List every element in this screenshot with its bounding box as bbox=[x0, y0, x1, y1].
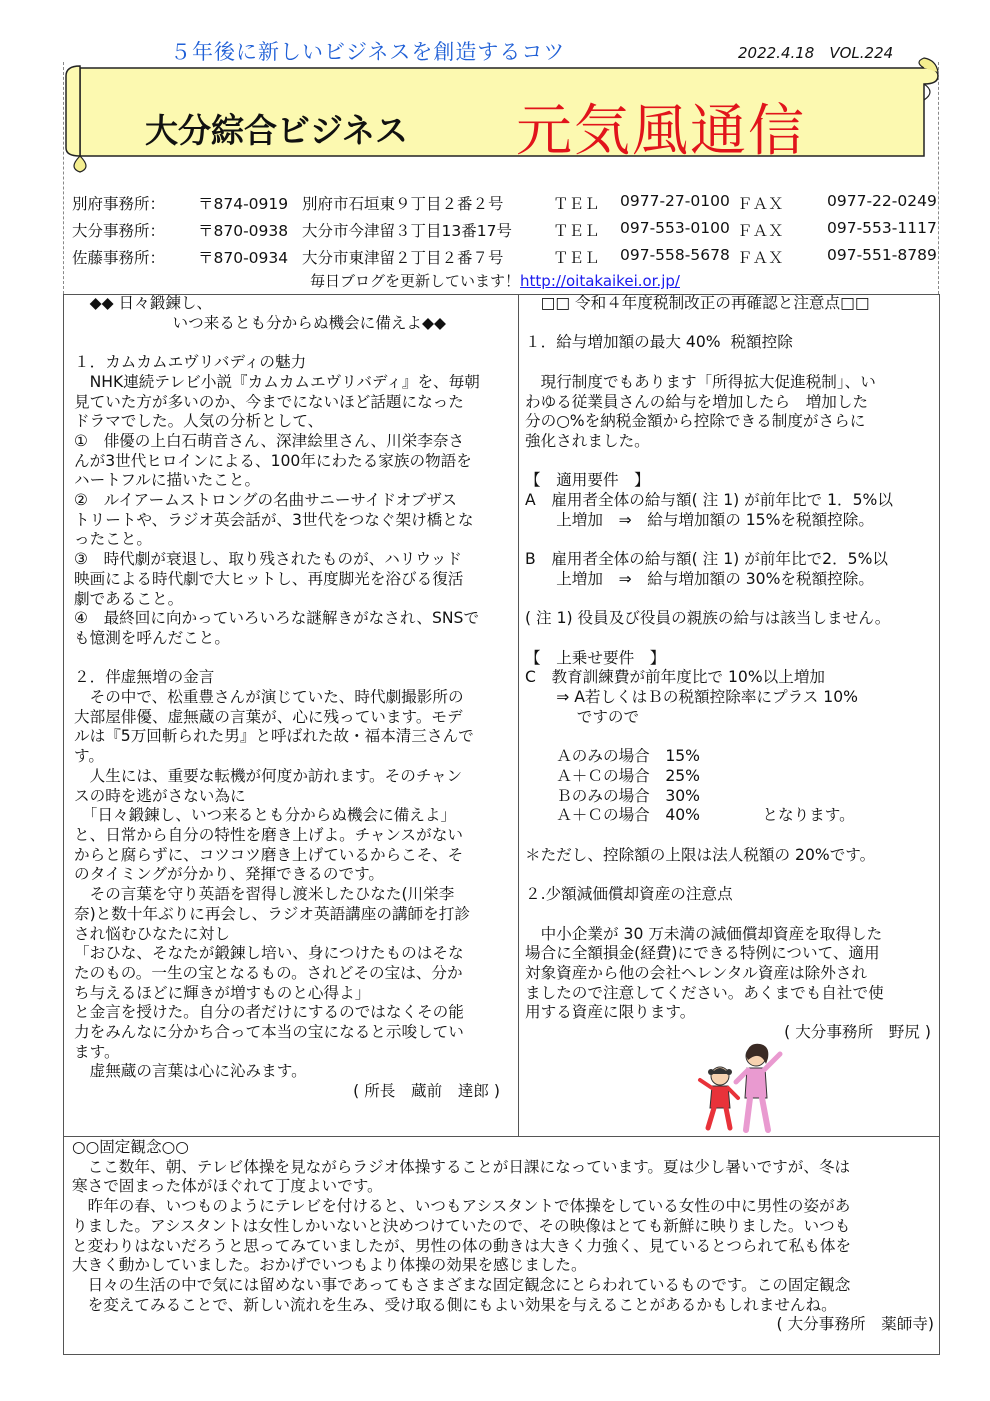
left-article-line: ハートフルに描いたこと。 bbox=[74, 471, 261, 490]
tel-label: ＴＥＬ bbox=[553, 195, 600, 213]
office-fax: 0977-22-0249 bbox=[827, 192, 937, 210]
right-article-line bbox=[525, 314, 937, 334]
right-article-line: 【 上乗せ要件 】 bbox=[525, 648, 666, 667]
left-article-line: ドラマでした。人気の分析として、 bbox=[74, 412, 324, 431]
office-fax: 097-551-8789 bbox=[827, 246, 937, 264]
left-article-line: と金言を授けた。自分の者だけにするのではなくその能 bbox=[74, 1003, 464, 1022]
left-article-line: ったこと。 bbox=[74, 530, 152, 549]
right-article-line: □□ 令和４年度税制改正の再確認と注意点□□ bbox=[525, 294, 870, 312]
right-article-line bbox=[525, 727, 937, 747]
right-article-line: 場合に全額損金(経費)にできる特例について、適用 bbox=[525, 944, 880, 963]
left-article-line: す。 bbox=[74, 747, 104, 766]
right-article-line: A 雇用者全体の給与額( 注 1) が前年比で 1．5%以 bbox=[525, 491, 893, 510]
office-address: 別府市石垣東９丁目２番２号 bbox=[302, 195, 504, 213]
newsletter-title: 元気風通信 bbox=[516, 99, 806, 164]
office-tel[interactable]: 0977-27-0100 bbox=[620, 192, 730, 210]
left-article-line: ④ 最終回に向かっていろいろな謎解きがなされ、SNSで bbox=[74, 609, 480, 628]
right-article-line: 上増加 ⇒ 給与増加額の 15%を税額控除。 bbox=[525, 510, 874, 529]
right-article-line: B 雇用者全体の給与額( 注 1) が前年比で2．5%以 bbox=[525, 550, 889, 569]
right-article-line: 上増加 ⇒ 給与増加額の 30%を税額控除。 bbox=[525, 569, 874, 588]
right-article-line: １．給与増加額の最大 40% 税額控除 bbox=[525, 333, 793, 352]
right-article-line bbox=[525, 826, 937, 846]
right-article-line bbox=[525, 452, 937, 472]
left-article-line: ２．伴虚無増の金言 bbox=[74, 668, 215, 687]
left-article-line: スの時を逃がさない為に bbox=[74, 786, 246, 805]
office-address: 大分市東津留２丁目２番７号 bbox=[302, 249, 504, 267]
right-article-line: ( 注 1) 役員及び役員の親族の給与は該当しません。 bbox=[525, 609, 891, 628]
left-article-line: んが3世代ヒロインによる、100年にわたる家族の物語を bbox=[74, 451, 472, 470]
bottom-article-line: 寒さで固まった体がほぐれて丁度よいです。 bbox=[72, 1177, 383, 1196]
left-article-line: その言葉を守り英語を習得し渡米したひなた(川栄李 bbox=[74, 885, 455, 904]
left-article-line: ます。 bbox=[74, 1042, 120, 1061]
left-article-line: され悩むひなたに対し bbox=[74, 924, 230, 943]
right-article-line: ２.少額減価償却資産の注意点 bbox=[525, 885, 733, 904]
right-article-body bbox=[525, 294, 937, 1023]
left-article-line: 人生には、重要な転機が何度か訪れます。そのチャン bbox=[74, 766, 463, 785]
bottom-article-line: 大きく動かしていました。おかげでいつもより体操の効果を感じました。 bbox=[72, 1256, 587, 1275]
tagline: ５年後に新しいビジネスを創造するコツ bbox=[170, 40, 566, 64]
bottom-article-line: と変わりはないだろうと思ってみていましたが、男性の体の動きは大きく力強く、見ているとつられて私も体を bbox=[72, 1236, 852, 1255]
issue-info: 2022.4.18 VOL.224 bbox=[738, 44, 894, 62]
left-article-line: 「おひな、そなたが鍛錬し培い、身につけたものはそな bbox=[74, 944, 464, 963]
right-signature: ( 大分事務所 野尻 ) bbox=[784, 1023, 931, 1042]
office-tel[interactable]: 097-553-0100 bbox=[620, 219, 730, 237]
right-article-line: 用する資産に限ります。 bbox=[525, 1003, 696, 1022]
right-article-line: ですので bbox=[525, 707, 640, 726]
right-article-line: Ｂのみの場合 30% bbox=[525, 786, 701, 805]
header-left-rule bbox=[63, 62, 64, 294]
bottom-article-line: 昨年の春、いつものようにテレビを付けると、いつもアシスタントで体操をしている女性の中に男性の姿があ bbox=[72, 1197, 851, 1216]
right-article-line: 中小企業が 30 万未満の減価償却資産を取得した bbox=[525, 924, 883, 943]
right-article bbox=[525, 294, 937, 1043]
right-article-line: 分の○%を納税金額から控除できる制度がさらに bbox=[525, 412, 866, 431]
fax-label: ＦＡＸ bbox=[737, 222, 784, 240]
left-article-line: たのもの。一生の宝となるもの。されどその宝は、分か bbox=[74, 963, 463, 982]
left-signature: ( 所長 蔵前 達郎 ) bbox=[353, 1082, 500, 1101]
right-article-line: ましたので注意してください。あくまでも自社で使 bbox=[525, 983, 884, 1002]
right-article-line bbox=[525, 590, 937, 610]
bottom-signature: ( 大分事務所 薬師寺) bbox=[776, 1315, 934, 1334]
blog-text: 毎日ブログを更新しています！ bbox=[310, 272, 521, 290]
left-article-line: ② ルイアームストロングの名曲サニーサイドオブザス bbox=[74, 491, 457, 510]
right-article-line bbox=[525, 530, 937, 550]
left-article-line: いつ来るとも分からぬ機会に備えよ◆◆ bbox=[74, 313, 447, 332]
column-divider bbox=[518, 294, 519, 1137]
blog-notice bbox=[0, 270, 990, 291]
left-article-line: 映画による時代劇で大ヒットし、再度脚光を浴びる復活 bbox=[74, 569, 464, 588]
left-article-line: 「日々鍛錬し、いつ来るとも分からぬ機会に備えよ」 bbox=[74, 806, 457, 825]
tel-label: ＴＥＬ bbox=[553, 222, 600, 240]
office-name: 大分事務所： bbox=[72, 222, 166, 240]
bottom-article-line: ○○固定観念○○ bbox=[72, 1138, 189, 1156]
left-article-line: ◆◆ 日々鍛錬し、 bbox=[74, 294, 213, 312]
company-name: 大分綜合ビジネス bbox=[145, 111, 409, 150]
left-article-line: 奈)と数十年ぶりに再会し、ラジオ英語講座の講師を打診 bbox=[74, 904, 470, 923]
left-article-line: ち与えるほどに輝きが増すものと心得よ」 bbox=[74, 983, 371, 1002]
bottom-article-line: りました。アシスタントは女性しかいないと決めつけていたので、その映像はとても新鮮に映りました。いつも bbox=[72, 1216, 851, 1235]
right-article-line: 【 適用要件 】 bbox=[525, 471, 650, 490]
left-article bbox=[74, 294, 514, 1102]
right-article-line: 強化されました。 bbox=[525, 431, 650, 450]
left-article-line bbox=[74, 333, 514, 353]
left-article-line bbox=[74, 649, 514, 669]
left-article-line: 劇であること。 bbox=[74, 589, 184, 608]
right-article-line: Ａのみの場合 15% bbox=[525, 747, 701, 766]
office-postal: 〒874-0919 bbox=[198, 195, 289, 213]
left-article-line: １．カムカムエヴリバディの魅力 bbox=[74, 353, 307, 372]
right-article-line bbox=[525, 905, 937, 925]
left-article-line: からと腐らずに、コツコツ磨き上げているからこそ、そ bbox=[74, 845, 464, 864]
left-article-line: NHK連続テレビ小説『カムカムエヴリバディ』を、毎朝 bbox=[74, 372, 480, 391]
office-postal: 〒870-0938 bbox=[198, 222, 289, 240]
right-article-line: C 教育訓練費が前年度比で 10%以上増加 bbox=[525, 668, 826, 687]
bottom-article-line: ここ数年、朝、テレビ体操を見ながらラジオ体操することが日課になっています。夏は少し暑いですが、冬は bbox=[72, 1157, 851, 1176]
right-article-line bbox=[525, 629, 937, 649]
office-postal: 〒870-0934 bbox=[198, 249, 289, 267]
left-article-line: ① 俳優の上白石萌音さん、深津絵里さん、川栄李奈さ bbox=[74, 431, 465, 450]
left-article-line: その中で、松重豊さんが演じていた、時代劇撮影所の bbox=[74, 688, 464, 707]
bottom-article-body bbox=[72, 1138, 938, 1315]
bottom-article-line: を変えてみることで、新しい流れを生み、受け取る側にもよい効果を与えることがあるかもしれませんね。 bbox=[72, 1295, 837, 1314]
office-fax: 097-553-1117 bbox=[827, 219, 937, 237]
left-article-line: と、日常から自分の特性を磨き上げよ。チャンスがない bbox=[74, 825, 463, 844]
left-article-line: 大部屋俳優、虚無蔵の言葉が、心に残っています。モデ bbox=[74, 707, 463, 726]
left-article-line: のタイミングが分かり、発揮できるのです。 bbox=[74, 865, 385, 884]
left-article-body bbox=[74, 294, 514, 1082]
office-tel[interactable]: 097-558-5678 bbox=[620, 246, 730, 264]
right-article-line bbox=[525, 353, 937, 373]
office-name: 別府事務所： bbox=[72, 195, 166, 213]
left-article-line: 虚無蔵の言葉は心に沁みます。 bbox=[74, 1062, 307, 1081]
left-article-line: ③ 時代劇が衰退し、取り残されたものが、ハリウッド bbox=[74, 550, 462, 569]
right-article-line: ⇒ A若しくはＢの税額控除率にプラス 10% bbox=[525, 688, 858, 707]
bottom-article bbox=[72, 1138, 938, 1335]
left-article-line: ルは『5万回斬られた男』と呼ばれた故・福本清三さんで bbox=[74, 727, 474, 746]
exercise-illustration bbox=[690, 1042, 790, 1134]
right-article-line: ＊ただし、控除額の上限は法人税額の 20%です。 bbox=[525, 845, 876, 864]
office-address: 大分市今津留３丁目13番17号 bbox=[302, 222, 512, 240]
right-article-line: わゆる従業員さんの給与を増加したら 増加した bbox=[525, 392, 869, 411]
fax-label: ＦＡＸ bbox=[737, 249, 784, 267]
fax-label: ＦＡＸ bbox=[737, 195, 784, 213]
right-article-line: 対象資産から他の会社へレンタル資産は除外され bbox=[525, 963, 868, 982]
header-right-rule bbox=[938, 62, 939, 294]
left-article-line: 力をみんなに分かち合って本当の宝になると示唆してい bbox=[74, 1023, 464, 1042]
left-article-line: 見ていた方が多いのか、今までにないほど話題になった bbox=[74, 392, 464, 411]
bottom-article-line: 日々の生活の中で気には留めない事であってもさまざまな固定観念にとらわれているものです。この固定観念 bbox=[72, 1275, 851, 1294]
blog-link[interactable]: http://oitakaikei.or.jp/ bbox=[520, 272, 680, 290]
right-article-line: 現行制度でもあります「所得拡大促進税制」、い bbox=[525, 372, 876, 391]
right-article-line bbox=[525, 865, 937, 885]
tel-label: ＴＥＬ bbox=[553, 249, 600, 267]
left-article-line: トリートや、ラジオ英会話が、3世代をつなぐ架け橋とな bbox=[74, 510, 474, 529]
right-article-line: Ａ＋Ｃの場合 40% となります。 bbox=[525, 806, 855, 825]
left-article-line: も憶測を呼んだこと。 bbox=[74, 628, 230, 647]
right-article-line: Ａ＋Ｃの場合 25% bbox=[525, 766, 701, 785]
office-name: 佐藤事務所： bbox=[72, 249, 166, 267]
